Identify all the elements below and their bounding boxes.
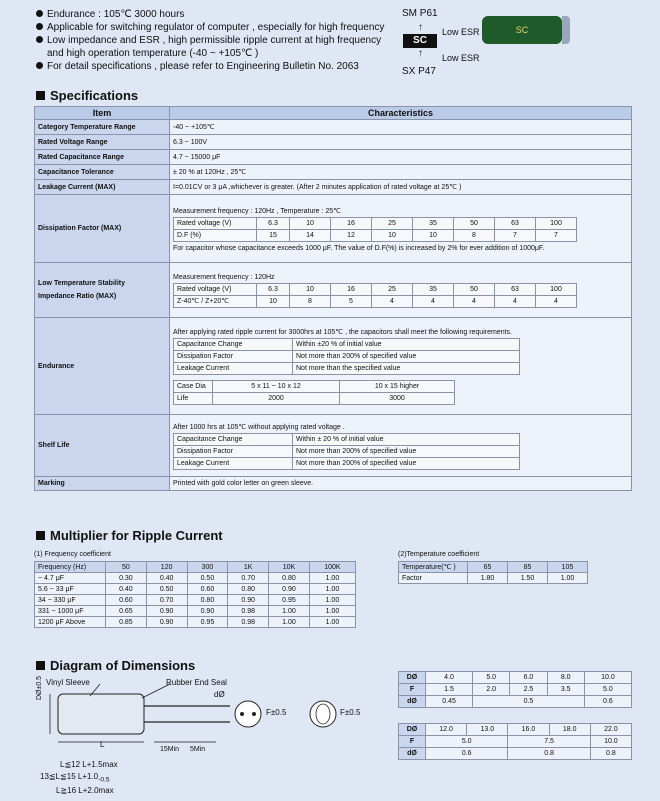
low-esr-label: Low ESR [442,53,480,63]
capacitor-photo: SC [482,16,562,44]
end-view-circle-2 [310,701,336,727]
series-center-badge: SC [403,34,437,48]
spec-row: Rated Capacitance Range 4.7 ~ 15000 μF [35,150,632,165]
end-view-circle [235,701,261,727]
spec-row: Capacitance Tolerance ± 20 % at 120Hz , 25℃ [35,165,632,180]
bullet-icon [36,62,43,69]
spec-row: Rated Voltage Range 6.3 ~ 100V [35,135,632,150]
spec-row-lts: Low Temperature Stability Impedance Ratio (MAX) Measurement frequency : 120Hz Rated voltage (V) 6.3 10 16 25 35 50 63 100 Z-40℃ / Z+20℃ 10 8 5 4 4 4 4 4 [35,263,632,318]
feature-item: and high operation temperature (-40 ~ +105℃ ) [47,48,259,59]
spec-row-df: Dissipation Factor (MAX) Measurement frequency : 120Hz , Temperature : 25℃ Rated voltage (V) 6.3 10 16 25 35 50 63 100 D.F (%) 15 14 12 10 10 8 7 7 For capacitor whose capacitance exceeds 1000 μF. The value of D.F(%) is increased by 2% for ever addition of 1000μF. [35,195,632,263]
arrow-up-icon: ↑ [418,48,423,59]
f-tolerance-label: F±0.5 [266,708,287,717]
spec-row-endurance: Endurance After applying rated ripple current for 3000hrs at 105℃ , the capacitors shall meet the following requirements. Capacitance Change Within ±20 % of initial value Dissipation Factor Not more than 200% of specified value Leakage Current Not more than the specified value Case Dia 5 x 11 ~ 10 x 12 10 x 15 higher Life 2000 3000 [35,318,632,415]
capacitor-photo-end [562,16,570,44]
case-life-table: Case Dia 5 x 11 ~ 10 x 12 10 x 15 higher Life 2000 3000 [173,380,455,405]
low-esr-label: Low ESR [442,27,480,37]
dimension-drawing [30,676,390,758]
rubber-seal-label: Rubber End Seal [166,678,227,687]
feature-item: Low impedance and ESR , high permissible ripple current at high frequency [36,34,406,47]
shelf-table: Capacitance Change Within ± 20 % of initial value Dissipation Factor Not more than 200% of specified value Leakage Current Not more than 200% of specified value [173,433,520,470]
spec-row: Marking Printed with gold color letter on green sleeve. [35,477,632,491]
dimension-table-1: DØ 4.0 5.0 6.0 8.0 10.0 F 1.5 2.0 2.5 3.5 5.0 dØ 0.45 0.5 0.6 [398,671,632,708]
section-square-icon [36,531,45,540]
spec-row: Leakage Current (MAX) I=0.01CV or 3 μA ,whichever is greater. (After 2 minutes application of rated voltage at 25℃ ) [35,180,632,195]
arrow-up-icon: ↑ [418,22,423,33]
feature-list [36,8,406,73]
dimension-table-2: DØ 12.0 13.0 16.0 18.0 22.0 F 5.0 7.5 10.0 dØ 0.6 0.8 0.8 [398,723,632,760]
min5-label: 5Min [190,746,206,753]
bullet-icon [36,10,43,17]
endurance-table: Capacitance Change Within ±20 % of initial value Dissipation Factor Not more than 200% of specified value Leakage Current Not more than the specified value [173,338,520,375]
length-note: L≧16 L+2.0max [56,786,114,795]
bullet-icon [36,36,43,43]
feature-item: Applicable for switching regulator of computer , especially for high frequency [36,21,406,34]
header-characteristics: Characteristics [170,107,632,120]
spec-header-row [35,107,632,120]
spec-row: Category Temperature Range -40 ~ +105℃ [35,120,632,135]
feature-item: Endurance : 105℃ 3000 hours [36,8,406,21]
ripple-title: Multiplier for Ripple Current [36,528,223,543]
length-label: L [100,740,105,749]
f-tolerance-label-2: F±0.5 [340,708,361,717]
specifications-title: Specifications [36,88,138,103]
temp-caption: (2)Temperature coefficient [398,551,480,558]
freq-caption: (1) Frequency coefficient [34,551,111,558]
length-note: L≦12 L+1.5max [60,760,118,769]
feature-item: For detail specifications , please refer to Engineering Bulletin No. 2063 [36,60,406,73]
lead-diameter-label: dØ [214,690,225,699]
dimensions-title: Diagram of Dimensions [36,658,195,673]
specifications-table [34,106,632,491]
series-top-label: SM P61 [402,8,438,19]
length-note: 13≦L≦15 $L+1.0_{-0.5}$ [40,772,110,784]
bullet-icon [36,23,43,30]
vinyl-sleeve-label: Vinyl Sleeve [46,678,90,687]
capacitor-body [58,694,144,734]
df-table: Rated voltage (V) 6.3 10 16 25 35 50 63 100 D.F (%) 15 14 12 10 10 8 7 7 [173,217,577,242]
header-item: Item [35,107,170,120]
spec-row-shelf: Shelf Life After 1000 hrs at 105℃ without applying rated voltage . Capacitance Change Within ± 20 % of initial value Dissipation Factor Not more than 200% of specified value Leakage Current Not more than 200% of specified value [35,415,632,477]
section-square-icon [36,661,45,670]
min15-label: 15Min [160,746,180,753]
frequency-coefficient-table: Frequency (Hz) 50 120 300 1K 10K 100K ~ 4.7 μF 0.30 0.40 0.50 0.70 0.80 1.00 5.6 ~ 33 μF 0.40 0.50 0.60 0.80 0.90 1.00 34 ~ 330 μF 0.60 0.70 0.80 0.90 0.95 1.00 331 ~ 1000 μF 0.65 0.90 0.90 0.98 1.00 1.00 1200 μF Above 0.85 0.90 0.95 0.98 1.00 1.00 [34,561,356,628]
temperature-coefficient-table: Temperature(℃ ) 65 85 105 Factor 1.80 1.50 1.00 [398,561,588,584]
series-bottom-label: SX P47 [402,66,436,77]
diameter-label: DØ±0.5 [36,675,43,700]
section-square-icon [36,91,45,100]
lts-table: Rated voltage (V) 6.3 10 16 25 35 50 63 100 Z-40℃ / Z+20℃ 10 8 5 4 4 4 4 4 [173,283,577,308]
